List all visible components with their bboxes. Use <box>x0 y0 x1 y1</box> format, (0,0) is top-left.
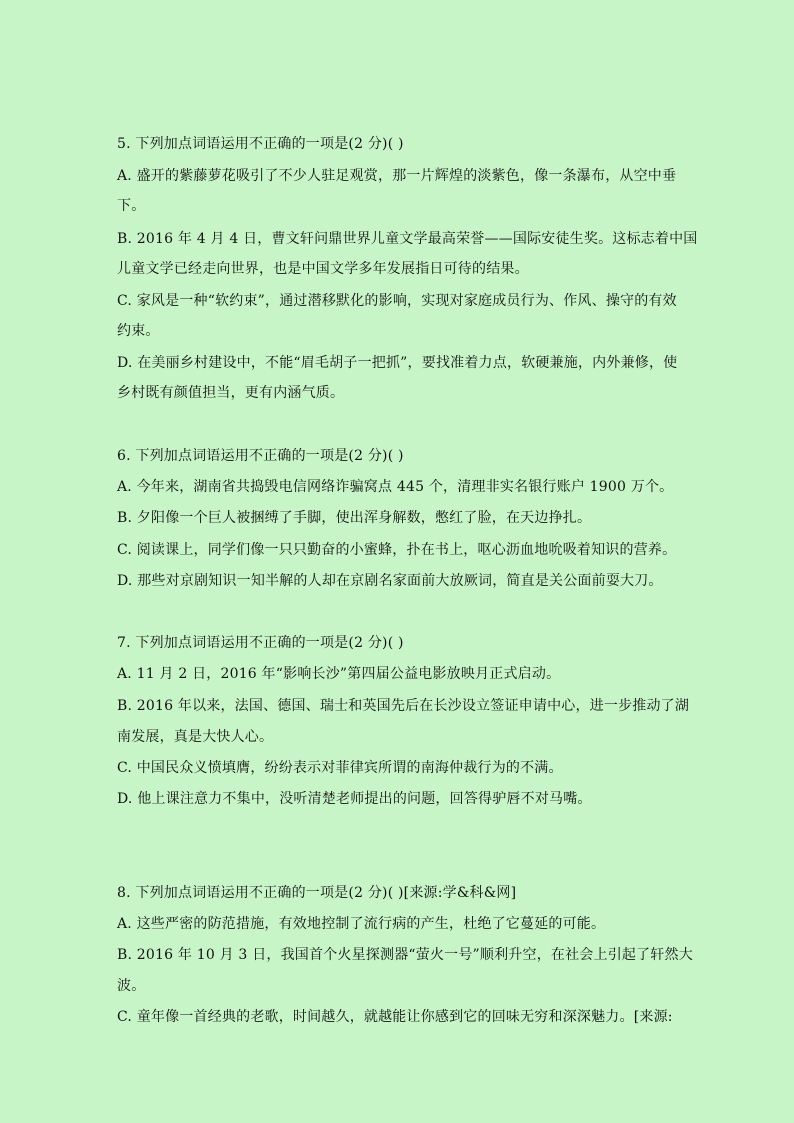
question-6-stem: 6. 下列加点词语运用不正确的一项是(2 分)( ) <box>117 448 404 464</box>
question-7-option-d: D. 他上课注意力不集中，没听清楚老师提出的问题，回答得驴唇不对马嘴。 <box>117 791 592 807</box>
question-5-option-b-line-2: 儿童文学已经走向世界，也是中国文学多年发展指日可待的结果。 <box>117 261 529 277</box>
question-7-option-b-line-2: 南发展，真是大快人心。 <box>117 729 274 745</box>
question-5-option-c-line-1: C. 家风是一种“软约束”，通过潜移默化的影响，实现对家庭成员行为、作风、操守的有效 <box>117 293 677 309</box>
question-8-option-a: A. 这些严密的防范措施，有效地控制了流行病的产生，杜绝了它蔓延的可能。 <box>117 916 606 932</box>
question-5-option-c-line-2: 约束。 <box>117 323 160 339</box>
question-5-option-d-line-2: 乡村既有颜值担当，更有内涵气质。 <box>117 385 345 401</box>
question-5-option-a-line-1: A. 盛开的紫藤萝花吸引了不少人驻足观赏，那一片辉煌的淡紫色，像一条瀑布，从空中垂 <box>117 168 677 184</box>
question-5-option-a-line-2: 下。 <box>117 198 146 214</box>
question-7-stem: 7. 下列加点词语运用不正确的一项是(2 分)( ) <box>117 635 404 651</box>
question-5-option-d-line-1: D. 在美丽乡村建设中，不能“眉毛胡子一把抓”，要找准着力点，软硬兼施，内外兼修，使 <box>117 355 678 371</box>
question-6-option-d: D. 那些对京剧知识一知半解的人却在京剧名家面前大放厥词，简直是关公面前耍大刀。 <box>117 573 663 589</box>
question-8-stem: 8. 下列加点词语运用不正确的一项是(2 分)( )[来源:学&科&网] <box>117 885 517 901</box>
question-7-option-c: C. 中国民众义愤填膺，纷纷表示对菲律宾所谓的南海仲裁行为的不满。 <box>117 760 563 776</box>
question-8-option-c: C. 童年像一首经典的老歌，时间越久，就越能让你感到它的回味无穷和深深魅力。[来源: <box>117 1009 673 1025</box>
question-8-option-b-line-1: B. 2016 年 10 月 3 日，我国首个火星探测器“萤火一号”顺利升空，在社会上引起了轩然大 <box>117 947 693 963</box>
question-6-option-c: C. 阅读课上，同学们像一只只勤奋的小蜜蜂，扑在书上，呕心沥血地吮吸着知识的营养。 <box>117 542 677 558</box>
question-7-option-a: A. 11 月 2 日，2016 年“影响长沙”第四届公益电影放映月正式启动。 <box>117 666 561 682</box>
question-5-option-b-line-1: B. 2016 年 4 月 4 日，曹文轩问鼎世界儿童文学最高荣誉——国际安徒生奖。这标志着中国 <box>117 231 698 247</box>
question-6-option-a: A. 今年来，湖南省共捣毁电信网络诈骗窝点 445 个，清理非实名银行账户 1900 万个。 <box>117 479 674 495</box>
question-7-option-b-line-1: B. 2016 年以来，法国、德国、瑞士和英国先后在长沙设立签证申请中心，进一步推动了湖 <box>117 698 690 714</box>
question-8-option-b-line-2: 波。 <box>117 978 146 994</box>
question-5-stem: 5. 下列加点词语运用不正确的一项是(2 分)( ) <box>117 136 404 152</box>
question-6-option-b: B. 夕阳像一个巨人被捆缚了手脚，使出浑身解数，憋红了脸，在天边挣扎。 <box>117 510 592 526</box>
